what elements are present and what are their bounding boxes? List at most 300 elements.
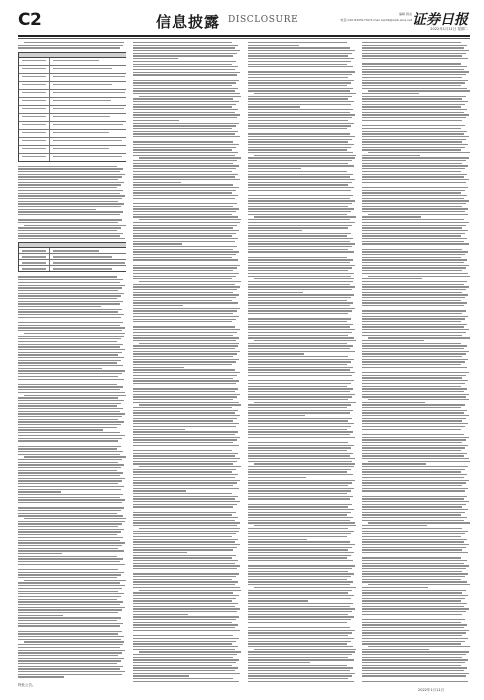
text-line [18, 545, 122, 546]
text-line [18, 617, 121, 618]
text-line [24, 456, 126, 457]
text-line [133, 667, 238, 668]
text-line [248, 388, 353, 389]
text-line [362, 128, 461, 129]
text-line [248, 681, 354, 682]
text-line [248, 292, 303, 293]
text-line [248, 383, 351, 384]
text-line [362, 305, 464, 306]
text-line [362, 219, 464, 220]
text-line [18, 497, 120, 498]
text-line [248, 348, 350, 349]
text-line [18, 591, 118, 592]
text-line [362, 157, 469, 158]
text-line [362, 225, 466, 226]
section-title: 信息披露 [156, 13, 221, 31]
text-line [248, 144, 354, 145]
text-line [248, 531, 354, 532]
text-line [133, 504, 237, 505]
text-line [362, 77, 462, 78]
text-line [248, 469, 351, 470]
text-line [248, 190, 351, 191]
text-line [18, 322, 123, 323]
text-line [133, 345, 238, 346]
text-line [18, 438, 122, 439]
text-line [18, 206, 121, 207]
text-line [368, 399, 468, 400]
text-line [133, 579, 232, 580]
text-line [133, 203, 237, 204]
text-line [362, 300, 461, 301]
text-line [133, 581, 238, 582]
text-line [248, 552, 354, 553]
text-line [248, 163, 348, 164]
text-line [248, 64, 347, 65]
text-line [18, 564, 125, 565]
text-line [133, 184, 233, 185]
text-line [362, 442, 462, 443]
text-line [248, 514, 347, 515]
text-line [248, 104, 351, 105]
text-line [133, 388, 238, 389]
text-line [18, 314, 124, 315]
text-line [362, 667, 467, 668]
text-line [18, 403, 121, 404]
text-line [133, 563, 235, 564]
text-line [133, 120, 179, 121]
text-line [362, 351, 469, 352]
text-line [362, 463, 426, 464]
text-line [133, 152, 238, 153]
text-line [362, 514, 461, 515]
text-line [362, 131, 467, 132]
text-line [133, 106, 232, 107]
text-line [133, 437, 240, 438]
text-line [18, 561, 120, 562]
text-line [254, 587, 356, 588]
text-line [133, 310, 237, 311]
text-line [362, 168, 465, 169]
text-line [18, 432, 120, 433]
text-line [18, 486, 124, 487]
table-cell [50, 146, 126, 153]
text-line [248, 182, 352, 183]
article-column-2 [133, 42, 241, 682]
text-line [18, 317, 121, 318]
text-line [133, 187, 239, 188]
text-line [248, 568, 352, 569]
text-line [133, 192, 232, 193]
text-line [362, 598, 465, 599]
text-line [248, 227, 348, 228]
text-line [248, 657, 348, 658]
text-line [18, 349, 125, 350]
text-line [362, 66, 467, 67]
text-line [133, 206, 233, 207]
text-line [362, 581, 467, 582]
text-line [248, 420, 348, 421]
text-line [18, 572, 124, 573]
text-line [18, 550, 124, 551]
text-line [18, 373, 122, 374]
table-cell [19, 90, 50, 97]
header-rule [18, 35, 470, 37]
text-line [248, 380, 354, 381]
text-line [248, 391, 350, 392]
text-line [18, 462, 118, 463]
text-line [248, 74, 352, 75]
text-line [248, 641, 351, 642]
text-line [362, 568, 466, 569]
text-line [133, 42, 232, 43]
text-line [133, 654, 237, 655]
text-line [248, 106, 300, 107]
text-line [133, 525, 237, 526]
table-row [19, 130, 126, 138]
text-line [18, 652, 122, 653]
text-line [18, 588, 122, 589]
text-line [133, 471, 232, 472]
text-line [24, 225, 126, 226]
text-line [362, 257, 461, 258]
text-line [18, 354, 118, 355]
text-line [248, 466, 354, 467]
text-line [18, 386, 123, 387]
text-line [248, 576, 351, 577]
text-line [248, 461, 352, 462]
text-line [248, 345, 353, 346]
text-line [248, 149, 347, 150]
text-line [18, 287, 122, 288]
text-line [18, 282, 120, 283]
text-line [248, 522, 355, 523]
text-line [133, 351, 240, 352]
text-line [248, 251, 354, 252]
text-line [133, 488, 239, 489]
text-line [18, 368, 102, 369]
text-line [133, 300, 232, 301]
text-line [18, 556, 117, 557]
text-line [24, 580, 126, 581]
text-line [248, 581, 353, 582]
text-line [362, 410, 467, 411]
text-line [362, 85, 461, 86]
text-line [362, 412, 464, 413]
text-line [18, 663, 117, 664]
text-line [18, 472, 123, 473]
text-line [362, 590, 466, 591]
text-line [248, 434, 350, 435]
text-line [18, 344, 123, 345]
text-line [133, 58, 178, 59]
text-line [18, 201, 118, 202]
text-line [248, 243, 355, 244]
text-line [248, 496, 353, 497]
text-line [248, 42, 347, 43]
text-line [18, 446, 121, 447]
text-line [248, 600, 308, 601]
text-line [248, 630, 355, 631]
text-line [133, 61, 236, 62]
text-line [133, 391, 235, 392]
text-line [362, 517, 467, 518]
text-line [362, 195, 467, 196]
text-line [248, 592, 348, 593]
text-line [133, 552, 187, 553]
text-line [133, 662, 236, 663]
text-line [254, 340, 356, 341]
text-line [24, 333, 124, 334]
text-line [18, 676, 64, 677]
text-line [362, 45, 467, 46]
text-line [362, 273, 468, 274]
text-line [133, 198, 235, 199]
text-line [248, 517, 353, 518]
text-line [362, 292, 462, 293]
table-row [19, 74, 126, 82]
text-line [133, 90, 235, 91]
text-line [24, 395, 126, 396]
text-line [248, 504, 352, 505]
text-line [18, 327, 125, 328]
text-line [133, 493, 232, 494]
text-line [133, 616, 239, 617]
text-line [18, 47, 120, 48]
text-line [248, 646, 353, 647]
text-line [18, 607, 125, 608]
text-line [133, 168, 236, 169]
text-line [362, 563, 464, 564]
text-line [133, 208, 239, 209]
text-line [362, 383, 465, 384]
text-line [248, 310, 352, 311]
text-line [362, 222, 469, 223]
text-line [18, 650, 125, 651]
text-line [133, 675, 189, 676]
text-line [18, 625, 120, 626]
text-line [248, 541, 350, 542]
text-line [133, 128, 232, 129]
table-cell [19, 66, 50, 73]
text-line [133, 348, 235, 349]
text-line [133, 340, 236, 341]
text-line [133, 474, 238, 475]
text-line [362, 380, 468, 381]
text-line [139, 157, 241, 158]
text-line [248, 608, 355, 609]
text-line [248, 139, 352, 140]
text-line [18, 534, 117, 535]
text-line [133, 69, 235, 70]
text-line [248, 431, 353, 432]
text-line [18, 577, 117, 578]
text-line [18, 620, 117, 621]
text-line [18, 459, 122, 460]
text-line [133, 329, 240, 330]
text-line [248, 165, 354, 166]
text-line [362, 533, 465, 534]
text-line [248, 410, 353, 411]
text-line [248, 96, 352, 97]
text-line [133, 176, 235, 177]
text-line [248, 372, 355, 373]
text-line [133, 74, 237, 75]
text-line [248, 101, 354, 102]
text-line [362, 297, 465, 298]
text-line [133, 522, 240, 523]
text-line [362, 498, 464, 499]
text-line [362, 394, 469, 395]
text-line [362, 525, 427, 526]
table-cell [19, 130, 50, 137]
text-line [362, 635, 462, 636]
text-line [133, 101, 239, 102]
text-line [133, 114, 240, 115]
text-line [133, 93, 240, 94]
text-line [254, 216, 356, 217]
table-cell [50, 248, 126, 253]
text-line [18, 413, 125, 414]
text-line [362, 176, 464, 177]
text-line [18, 276, 117, 277]
text-line [18, 227, 121, 228]
text-line [362, 313, 462, 314]
text-line [362, 670, 464, 671]
data-table-2 [18, 242, 126, 272]
text-line [248, 257, 347, 258]
text-line [133, 533, 236, 534]
text-line [248, 356, 348, 357]
text-line [18, 510, 121, 511]
text-line [133, 383, 236, 384]
text-line [18, 612, 118, 613]
text-line [133, 568, 237, 569]
text-line [362, 474, 467, 475]
text-line [18, 290, 118, 291]
text-line [133, 514, 232, 515]
text-line [133, 423, 239, 424]
text-line [133, 125, 236, 126]
table-cell [19, 58, 50, 65]
text-line [248, 281, 353, 282]
text-line [18, 540, 120, 541]
text-line [133, 614, 188, 615]
text-line [248, 442, 348, 443]
text-line [248, 359, 354, 360]
text-line [248, 147, 351, 148]
text-line [18, 176, 122, 177]
text-line [248, 318, 351, 319]
text-line [248, 112, 350, 113]
text-line [18, 647, 120, 648]
text-line [362, 230, 468, 231]
table-cell [19, 138, 50, 145]
text-line [18, 615, 63, 616]
text-line [248, 71, 355, 72]
text-line [248, 488, 354, 489]
text-line [133, 600, 232, 601]
text-line [18, 531, 121, 532]
text-line [362, 251, 468, 252]
text-line [248, 367, 353, 368]
table-row [19, 266, 126, 271]
text-line [133, 230, 239, 231]
text-line [18, 537, 123, 538]
text-line [362, 235, 461, 236]
text-line [362, 592, 462, 593]
text-line [18, 384, 117, 385]
article-column-1 [18, 42, 126, 682]
text-line [362, 611, 466, 612]
text-line [362, 504, 466, 505]
text-line [362, 192, 461, 193]
table-cell [50, 98, 126, 105]
text-line [18, 338, 121, 339]
text-line [362, 391, 464, 392]
text-line [133, 635, 233, 636]
text-line [362, 233, 465, 234]
text-line [133, 461, 237, 462]
text-line [133, 179, 240, 180]
text-line [248, 603, 353, 604]
text-line [362, 531, 468, 532]
text-line [248, 654, 352, 655]
text-line [133, 584, 235, 585]
text-line [248, 184, 348, 185]
page-number: C2 [18, 10, 42, 30]
text-line [133, 123, 239, 124]
text-line [24, 641, 123, 642]
text-line [362, 136, 469, 137]
text-line [18, 604, 120, 605]
contact-info: 电话 010-83251730 E-mail zqrb9@zqrb.sina.net [340, 18, 412, 22]
text-line [248, 560, 353, 561]
text-line [248, 437, 355, 438]
text-line [18, 639, 121, 640]
text-line [18, 405, 117, 406]
text-line [248, 324, 353, 325]
text-line [362, 477, 464, 478]
text-line [133, 222, 240, 223]
text-line [18, 435, 125, 436]
text-line [18, 655, 118, 656]
text-line [248, 632, 352, 633]
text-line [133, 670, 235, 671]
text-line [133, 367, 184, 368]
text-line [362, 270, 462, 271]
table-cell [19, 98, 50, 105]
text-line [248, 555, 351, 556]
text-line [248, 450, 347, 451]
text-line [254, 278, 353, 279]
table-row [19, 154, 126, 161]
text-line [248, 598, 351, 599]
text-line [362, 447, 465, 448]
text-line [362, 71, 469, 72]
text-line [18, 513, 117, 514]
text-line [133, 313, 233, 314]
text-line [133, 657, 233, 658]
text-line [18, 214, 120, 215]
text-line [133, 375, 237, 376]
text-line [133, 485, 233, 486]
text-line [362, 361, 465, 362]
table-cell [50, 82, 126, 89]
text-line [254, 463, 354, 464]
text-line [362, 58, 468, 59]
table-row [19, 138, 126, 146]
text-line [133, 165, 239, 166]
